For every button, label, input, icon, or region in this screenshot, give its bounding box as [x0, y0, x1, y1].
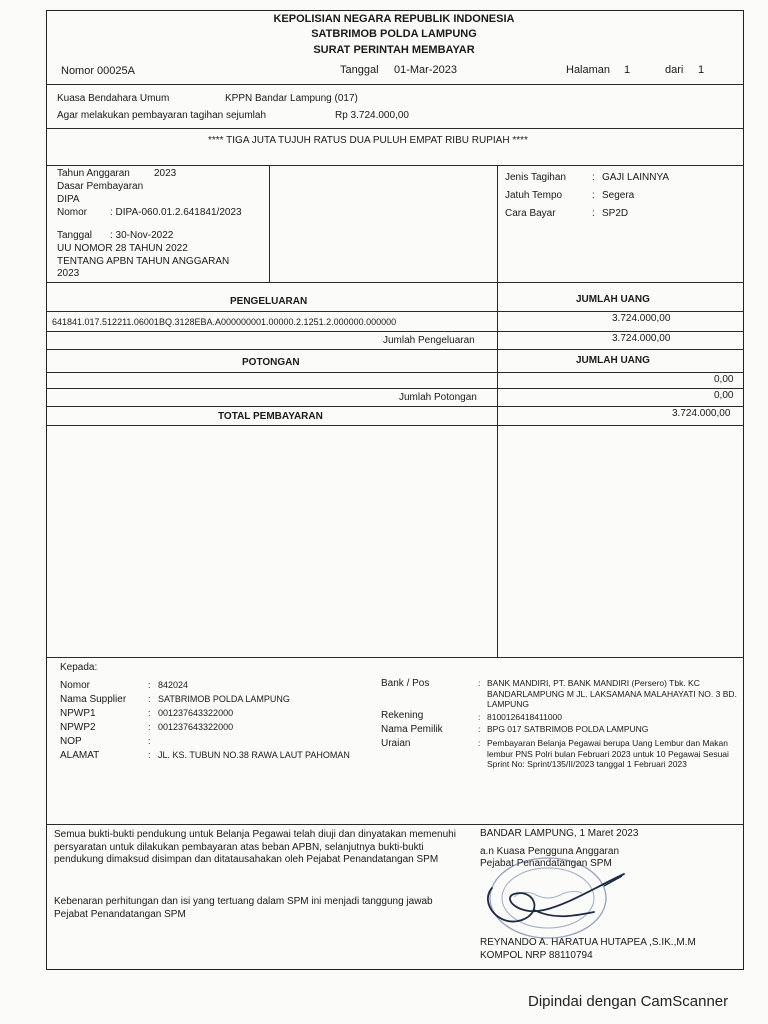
divider: [46, 282, 744, 283]
bill-type-label: Jenis Tagihan: [505, 172, 566, 183]
kuasa-label: Kuasa Bendahara Umum: [57, 93, 170, 104]
page-label: Halaman: [566, 64, 611, 76]
recipient-number-value: 842024: [158, 680, 189, 690]
page-of-label: dari: [665, 64, 684, 76]
payment-method-value: SP2D: [602, 208, 629, 219]
description-label: Uraian: [381, 738, 411, 749]
divider: [46, 372, 744, 373]
signing-official-title: Pejabat Penandatangan SPM: [480, 858, 612, 869]
divider: [46, 165, 744, 166]
expenditure-total-label: Jumlah Pengeluaran: [383, 335, 475, 346]
deduction-total-label: Jumlah Potongan: [399, 392, 477, 403]
responsibility-note: Kebenaran perhitungan dan isi yang tertuang dalam SPM ini menjadi tanggung jawab Pejabat Penandatangan SPM: [54, 896, 433, 920]
expenditure-total-value: 3.724.000,00: [612, 333, 671, 344]
account-sep: :: [478, 712, 481, 722]
payment-amount: Rp 3.724.000,00: [335, 110, 409, 121]
column-divider: [497, 165, 498, 282]
npwp2-sep: :: [148, 722, 151, 732]
verification-note: Semua bukti-bukti pendukung untuk Belanja Pegawai telah diuji dan dinyatakan memenuhi persyaratan untuk dilakukan pembayaran atas beban APBN, selanjutnya bukti-bukti pendukung dimaksud disimpan dan ditatausahakan oleh Pejabat Penandatangan SPM: [54, 829, 456, 865]
document-number: Nomor 00025A: [61, 65, 135, 77]
deduction-header: POTONGAN: [242, 357, 300, 368]
dipa-date-value: : 30-Nov-2022: [110, 230, 174, 241]
bank-sep: :: [478, 678, 481, 688]
signing-authority: a.n Kuasa Pengguna Anggaran: [480, 846, 620, 857]
expenditure-header: PENGELUARAN: [230, 296, 308, 307]
address-label: ALAMAT: [60, 750, 100, 761]
signatory-rank-nrp: KOMPOL NRP 88110794: [480, 950, 593, 961]
page-of-value: 1: [698, 64, 705, 76]
divider: [46, 406, 744, 407]
due-date-sep: :: [592, 190, 595, 201]
bank-value: BANK MANDIRI, PT. BANK MANDIRI (Persero) Tbk. KC BANDARLAMPUNG M JL. LAKSAMANA MALAHAYATI NO. 3 BD. LAMPUNG: [487, 678, 737, 709]
account-label: Rekening: [381, 710, 424, 721]
description-sep: :: [478, 738, 481, 748]
header-institution: KEPOLISIAN NEGARA REPUBLIK INDONESIA: [273, 13, 515, 25]
supplier-label: Nama Supplier: [60, 694, 127, 705]
payment-instruction-label: Agar melakukan pembayaran tagihan sejumlah: [57, 110, 267, 121]
payment-method-label: Cara Bayar: [505, 208, 556, 219]
supplier-sep: :: [148, 694, 151, 704]
dipa-label: DIPA: [57, 194, 80, 205]
expenditure-account-code: 641841.017.512211.06001BQ.3128EBA.A000000001.00000.2.1251.2.000000.000000: [52, 317, 397, 327]
law-year: 2023: [57, 268, 80, 279]
npwp1-label: NPWP1: [60, 708, 96, 719]
expenditure-amount: 3.724.000,00: [612, 313, 671, 324]
document-title: SURAT PERINTAH MEMBAYAR: [313, 44, 475, 56]
npwp1-value: 001237643322000: [158, 708, 234, 718]
divider: [46, 657, 744, 658]
bank-label: Bank / Pos: [381, 678, 430, 689]
date-label: Tanggal: [340, 64, 379, 76]
recipient-number-sep: :: [148, 680, 151, 690]
divider: [46, 331, 744, 332]
bill-type-sep: :: [592, 172, 595, 183]
dipa-number-label: Nomor: [57, 207, 88, 218]
description-value: Pembayaran Belanja Pegawai berupa Uang Lembur dan Makan lembur PNS Polri bulan Februari 2023 untuk 10 Pegawai Sesuai Sprint No: Sprint/135/II/2023 tanggal 1 Februari 2023: [487, 738, 729, 769]
law-subject: TENTANG APBN TAHUN ANGGARAN: [57, 256, 230, 267]
divider: [46, 311, 744, 312]
document-frame: [46, 10, 744, 970]
bill-type-value: GAJI LAINNYA: [602, 172, 670, 183]
dipa-date-label: Tanggal: [57, 230, 93, 241]
payment-method-sep: :: [592, 208, 595, 219]
divider: [46, 388, 744, 389]
expenditure-amount-header: JUMLAH UANG: [576, 294, 650, 305]
divider: [46, 84, 744, 85]
nop-label: NOP: [60, 736, 82, 747]
amount-in-words: **** TIGA JUTA TUJUH RATUS DUA PULUH EMPAT RIBU RUPIAH ****: [208, 135, 528, 146]
fiscal-year-value: 2023: [154, 168, 177, 179]
npwp1-sep: :: [148, 708, 151, 718]
deduction-total-value: 0,00: [714, 390, 734, 401]
account-owner-label: Nama Pemilik: [381, 724, 443, 735]
dipa-number-value: : DIPA-060.01.2.641841/2023: [110, 207, 242, 218]
divider: [46, 425, 744, 426]
total-payment-label: TOTAL PEMBAYARAN: [218, 411, 323, 422]
signing-place-date: BANDAR LAMPUNG, 1 Maret 2023: [480, 828, 639, 839]
scanner-watermark: Dipindai dengan CamScanner: [528, 993, 729, 1010]
recipient-title: Kepada:: [60, 662, 98, 673]
address-sep: :: [148, 750, 151, 760]
kuasa-value: KPPN Bandar Lampung (017): [225, 93, 358, 104]
column-divider: [497, 425, 498, 657]
due-date-value: Segera: [602, 190, 635, 201]
divider: [46, 824, 744, 825]
column-divider: [269, 165, 270, 282]
law-reference: UU NOMOR 28 TAHUN 2022: [57, 243, 188, 254]
account-owner-sep: :: [478, 724, 481, 734]
divider: [46, 349, 744, 350]
page-value: 1: [624, 64, 631, 76]
account-value: 8100126418411000: [487, 712, 563, 722]
header-unit: SATBRIMOB POLDA LAMPUNG: [311, 28, 477, 40]
deduction-row-amount: 0,00: [714, 374, 734, 385]
divider: [46, 128, 744, 129]
fiscal-year-label: Tahun Anggaran: [57, 168, 130, 179]
date-value: 01-Mar-2023: [394, 64, 457, 76]
signatory-name: REYNANDO A. HARATUA HUTAPEA ,S.IK.,M.M: [480, 937, 696, 948]
recipient-number-label: Nomor: [60, 680, 91, 691]
address-value: JL. KS. TUBUN NO.38 RAWA LAUT PAHOMAN: [158, 750, 350, 760]
signature-icon: [474, 858, 644, 938]
npwp2-label: NPWP2: [60, 722, 96, 733]
npwp2-value: 001237643322000: [158, 722, 234, 732]
account-owner-value: BPG 017 SATBRIMOB POLDA LAMPUNG: [487, 724, 649, 734]
nop-sep: :: [148, 736, 151, 746]
total-payment-value: 3.724.000,00: [672, 408, 731, 419]
due-date-label: Jatuh Tempo: [505, 190, 563, 201]
deduction-amount-header: JUMLAH UANG: [576, 355, 650, 366]
supplier-value: SATBRIMOB POLDA LAMPUNG: [158, 694, 290, 704]
payment-basis-label: Dasar Pembayaran: [57, 181, 144, 192]
